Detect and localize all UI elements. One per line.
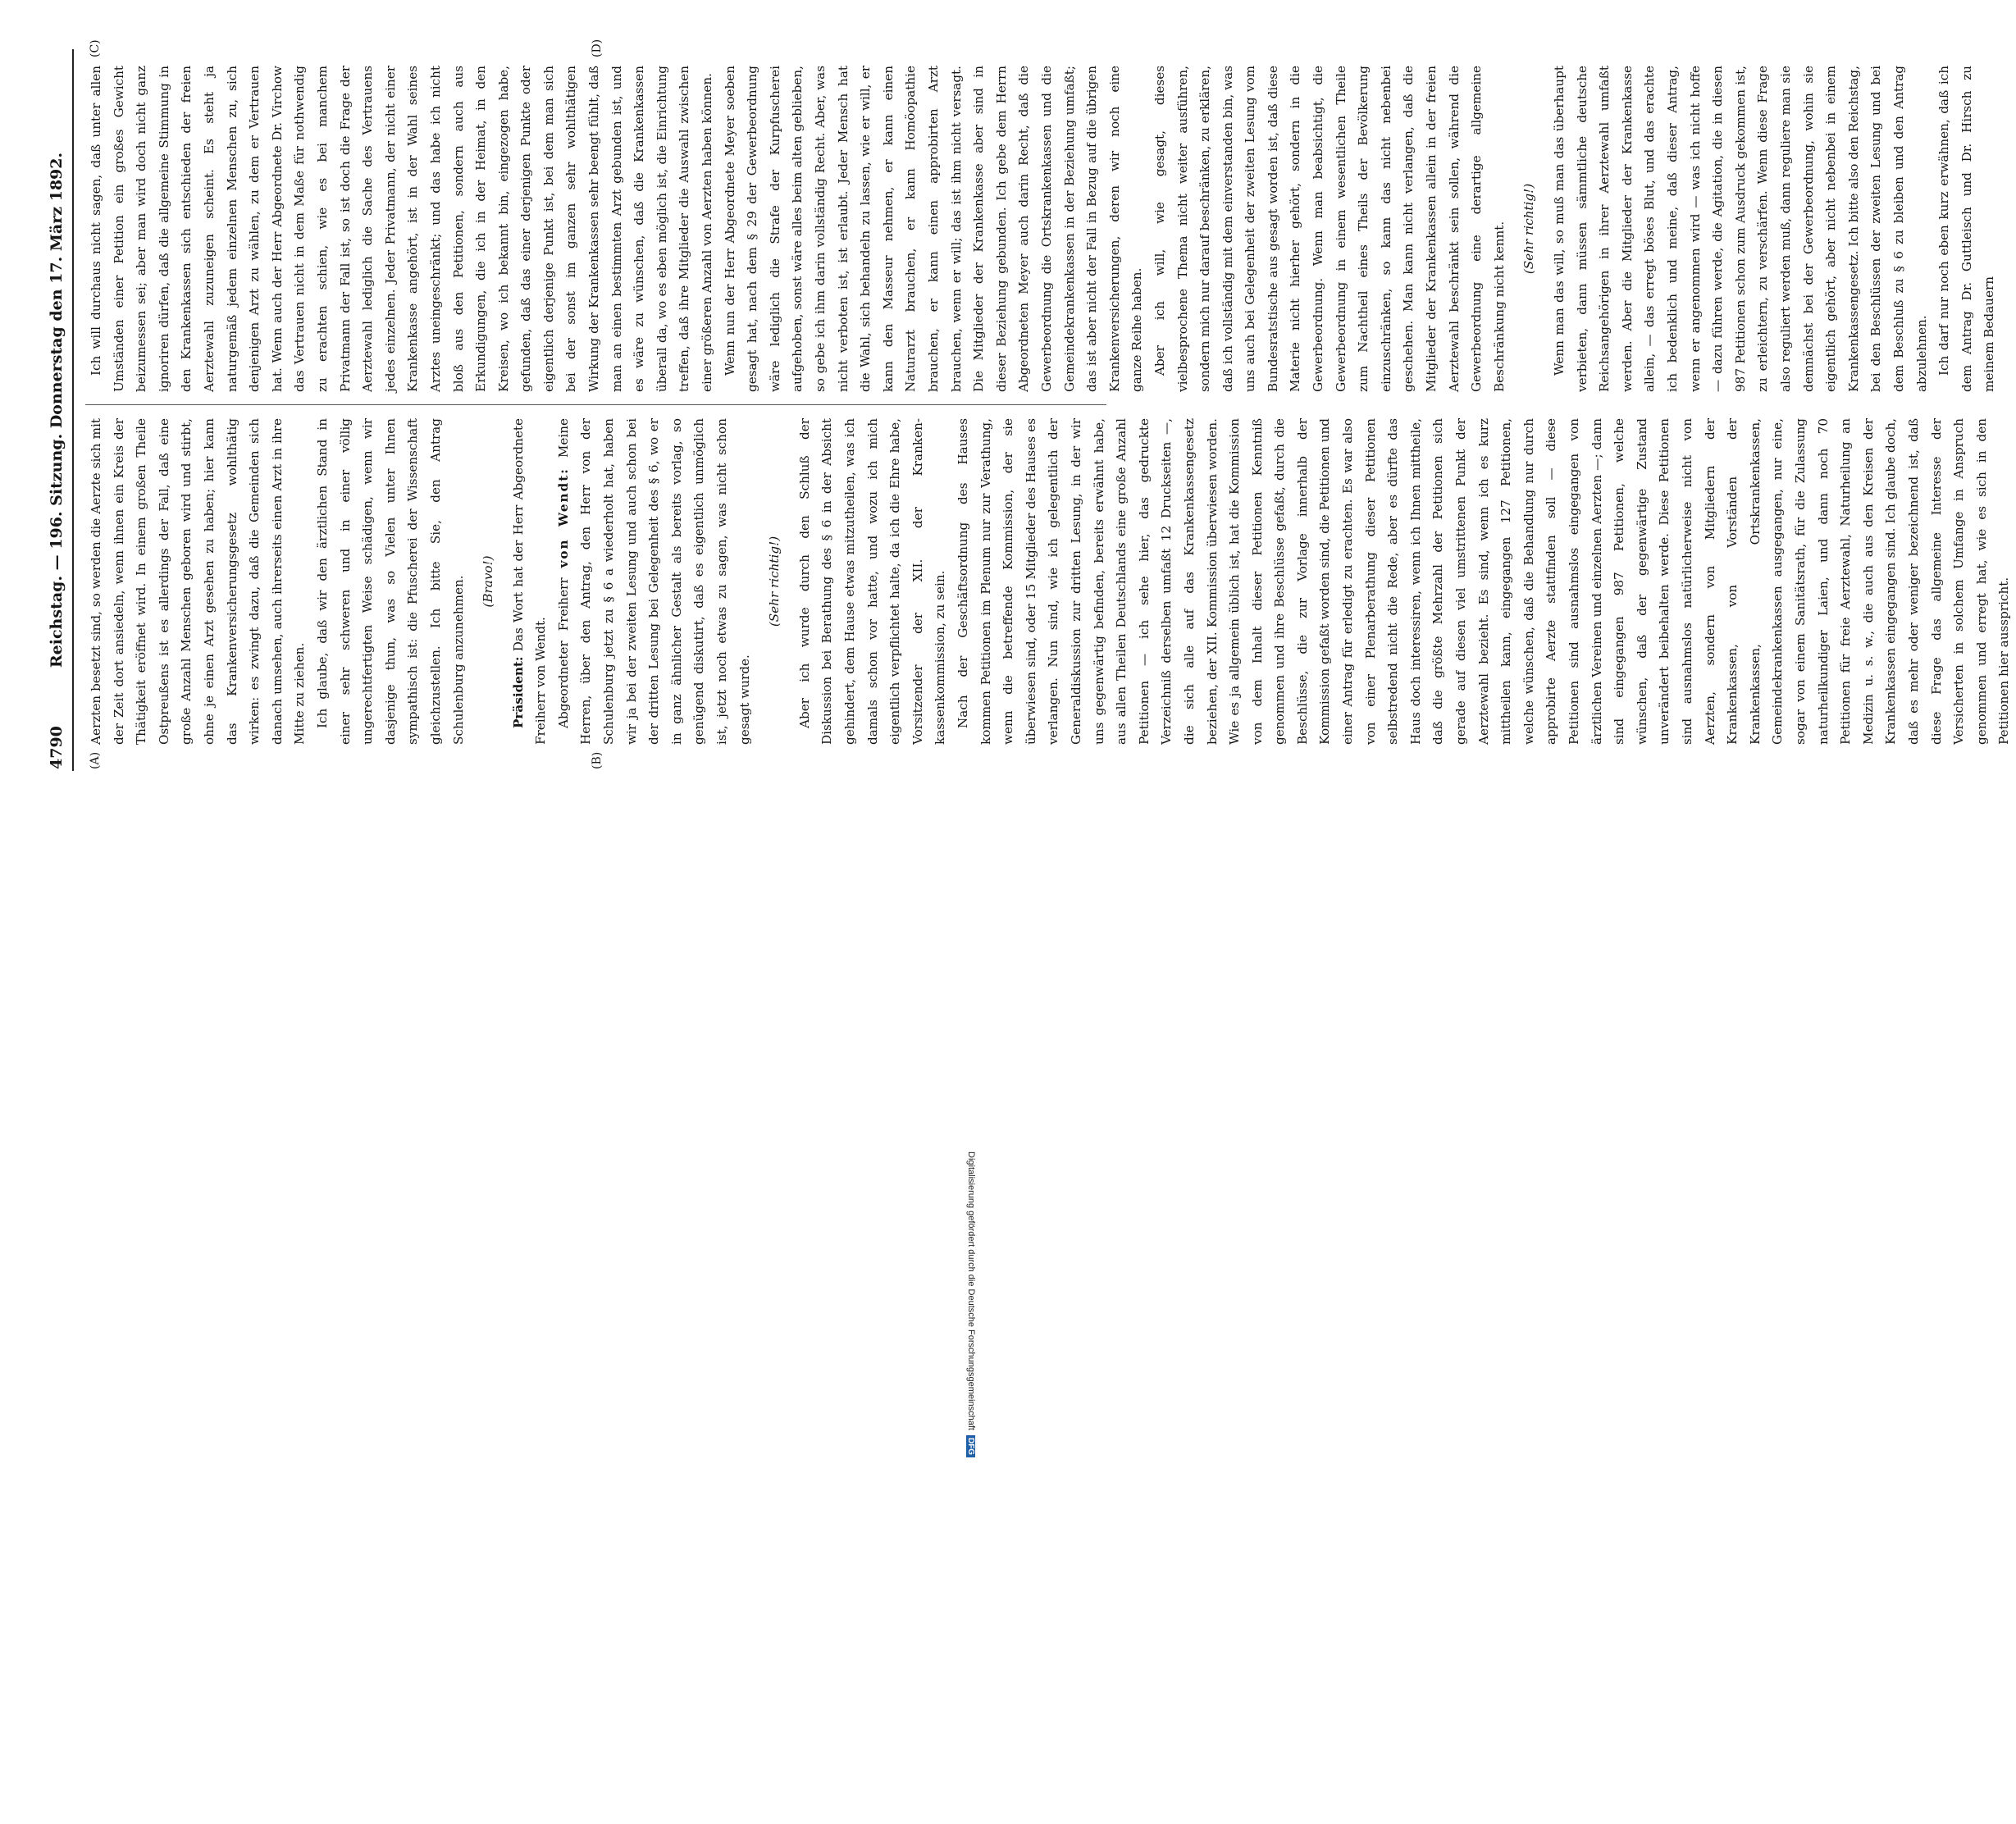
paragraph: Aber ich wurde durch den Schluß der Diskussion bei Berathung des § 6 in der Absicht gehindert, dem Hause etwas mitzutheilen, was ich damals schon vor hatte, und wozu ich mich eigentlich verpflichtet halte, da ich die Ehre habe, Vorsitzender der XII. der Krankenkassenkommission, zu sein. bbox=[796, 418, 948, 745]
running-title: Reichstag. — 196. Sitzung. Donnerstag den 17. März 1892. bbox=[48, 152, 66, 668]
paragraph: Nach der Geschäftsordnung des Hauses kommen Petitionen im Plenum nur zur Verathung, wenn die betreffende Kommission, der sie überwiesen sind, oder 15 Mitglieder des Hauses es verlangen. Nun sind, wie ich gelegentlich der Generaldiskussion zur dritten Lesung, in der wir uns gegenwärtig befinden, bereits erwähnt habe, aus allen Theilen Deutschlands eine große Anzahl Petitionen — ich sehe hier, das gedruckte Verzeichniß derselben umfaßt 12 Druckseiten —, die sich alle auf das Krankenkassengesetz beziehen, der XII. Kommission überwiesen worden. Wie es ja allgemein üblich ist, hat die Kommission von dem Inhalt dieser Petitionen Kenntniß genommen und ihre Beschlüsse gefaßt, durch die Beschlüsse, die zur Vorlage innerhalb der Kommission gefaßt worden sind, die Petitionen und einer Antrag für erledigt zu erachten. Es war also von einer Plenarberathung dieser Petitionen selbstredend nicht die Rede, aber es dürfte das Haus doch interessiren, wenn ich Ihnen mittheile, daß die größte Mehrzahl der Petitionen sich gerade auf diesen viel umstrittenen Punkt der Aerztewahl bezieht. Es sind, wenn ich es kurz mittheilen kann, eingegangen 127 Petitionen, welche wünschen, daß die Behandlung nur durch approbirte Aerzte stattfinden soll — diese Petitionen sind ausnahmslos eingegangen von ärztlichen Vereinen und einzelnen Aerzten —; dann sind eingegangen 987 Petitionen, welche wünschen, daß der gegenwärtige Zustand unverändert beibehalten werde. Diese Petitionen sind ausnahmslos natürlicherweise nicht von Aerzten, sondern von Mitgliedern der Krankenkassen, von Vorständen der Krankenkassen, Ortskrankenkassen, Gemeindekrankenkassen ausgegangen, nur eine, sogar von einem Sanitätsrath, für die Zulassung naturheilkundiger Laien, und dann noch 70 Petitionen für freie Aerztewahl, Naturheilung an Medizin u. s. w., die auch aus den Kreisen der Krankenkassen eingegangen sind. Ich glaube doch, daß es mehr oder weniger bezeichnend ist, daß diese Frage das allgemeine Interesse der Versicherten in solchem Umfange in Anspruch genommen und erregt hat, wie es sich in den Petitionen hier ausspricht. bbox=[955, 418, 2012, 745]
speaker-intro: Abgeordneter Freiherr bbox=[555, 577, 571, 728]
paragraph: Ich darf nur noch eben kurz erwähnen, daß ich dem Antrag Dr. Guttleisch und Dr. Hirsch zu meinem Bedauern bbox=[1936, 66, 1997, 392]
margin-marker-a: (A) bbox=[89, 751, 102, 769]
left-column bbox=[85, 418, 2012, 745]
paragraph: Aerzten besetzt sind, so werden die Aerzte sich mit der Zeit dort ansiedeln, wenn ihnen ein Kreis der Thätigkeit eröffnet wird. In einem großen Theile Ostpreußens ist es allerdings der Fall, daß eine große Anzahl Menschen geboren wird und stirbt, ohne je einen Arzt gesehen zu haben; hier kann das Krankenversicherungsgesetz wohlthätig wirken: es zwingt dazu, daß die Gemeinden sich danach umsehen, auch ihrerseits einen Arzt in ihre Mitte zu ziehen. bbox=[89, 418, 308, 745]
page-number: 4790 bbox=[48, 726, 66, 769]
speech bbox=[553, 418, 756, 745]
credit-text: Digitalisierung gefördert durch die Deutsche Forschungsgemeinschaft bbox=[966, 1151, 976, 1430]
paragraph: Wenn nun der Herr Abgeordnete Meyer soeben gesagt hat, nach dem § 29 der Gewerbeordnung wäre lediglich die Strafe der Kurpfuscherei aufgehoben, sonst wäre alles beim alten geblieben, so gebe ich ihm darin vollständig Recht. Aber, was nicht verboten ist, ist erlaubt. Jeder Mensch hat die Wahl, sich behandeln zu lassen, wie er will, er kann den Masseur nehmen, er kann einen Naturarzt brauchen, er kann Homöopathie brauchen, er kann einen approbirten Arzt brauchen, wenn er will; das ist ihm nicht versagt. Die Mitglieder der Krankenkasse aber sind in dieser Beziehung gebunden. Ich gebe dem Herrn Abgeordneten Meyer auch darin Recht, daß die Gewerbeordnung die Ortskrankenkassen und die Gemeindekrankenkassen in der Beziehung umfaßt; das ist aber nicht der Fall in Bezug auf die übrigen Krankenversicherungen, deren wir noch eine ganze Reihe haben. bbox=[722, 66, 1145, 392]
speaker-name: von Wendt: bbox=[555, 467, 571, 568]
speaker-label: Präsident: bbox=[510, 656, 526, 728]
margin-marker-b: (B) bbox=[591, 751, 604, 769]
column-divider bbox=[85, 404, 1106, 405]
paragraph: Wenn man das will, so muß man das überhaupt verbieten, dann müssen sämmtliche deutsche Reichsangehörigen in ihrer Aerztewahl umfaßt werden. Aber die Mitglieder der Krankenkasse allein, — das erregt böses Blut, und das erachte ich bedenklich und meine, daß dieser Antrag, wenn er angenommen wird — was ich nicht hoffe — dazu führen werde, die Agitation, die in diesen 987 Petitionen schon zum Ausdruck gekommen ist, zu erleichtern, zu verschärfen. Wenn diese Frage also reguliert werden muß, dann reguliere man sie demnächst bei der Gewerbeordnung, wohin sie eigentlich gehört, aber nicht nebenbei in einem Krankenkassengesetz. Ich bitte also den Reichstag, bei den Beschlüssen der zweiten Lesung und bei dem Beschluß zu § 6 zu bleiben und den Antrag abzulehnen. bbox=[1552, 66, 1929, 392]
interjection-sehr-richtig: (Sehr richtig!) bbox=[767, 536, 782, 627]
interjection-bravo: (Bravo!) bbox=[481, 555, 496, 608]
page-header bbox=[41, 49, 74, 771]
paragraph: Aber ich will, wie gesagt, dieses vielbesprochene Thema nicht weiter ausführen, sondern mich nur darauf beschränken, zu erklären, daß ich vollständig mit dem einverstanden bin, was uns auch bei Gelegenheit der zweiten Lesung vom Bundesratstische aus gesagt worden ist, daß diese Materie nicht hierher gehört, sondern in die Gewerbeordnung. Wenn man beabsichtigt, die Gewerbeordnung in einem wesentlichen Theile zum Nachtheil eines Theils der Bevölkerung einzuschränken, so kann das nicht nebenbei geschehen. Man kann nicht verlangen, daß die Mitglieder der Krankenkassen allein in der freien Aerztewahl beschränkt sein sollen, während die Gewerbeordnung eine derartige allgemeine Beschränkung nicht kennt. bbox=[1152, 66, 1507, 392]
statement-text: Das Wort hat der Herr Abgeordnete Freiherr von Wendt. bbox=[510, 418, 549, 745]
digitization-credit bbox=[966, 1151, 976, 1824]
dfg-logo: DFG bbox=[966, 1435, 975, 1457]
president-statement bbox=[508, 418, 553, 745]
paragraph: Ich glaube, daß wir den ärztlichen Stand in einer sehr schweren und in einer völlig ungerechtfertigten Weise schädigen, wenn wir dasjenige thun, was so Vielen unter Ihnen sympathisch ist: die Pfuscherei der Wissenschaft gleichzustellen. Ich bitte Sie, den Antrag Schulenburg anzunehmen. bbox=[314, 418, 466, 745]
document-page bbox=[0, 0, 2012, 820]
speech-text: Meine Herren, über den Antrag, den Herr von der Schulenburg jetzt zu § 6 a wiederholt hat, haben wir ja bei der zweiten Lesung und auch schon bei der dritten Lesung bei Gelegenheit des § 6, wo er in ganz ähnlicher Gestalt als bereits vorlag, so genügend diskutirt, daß es eigentlich unmöglich ist, jetzt noch etwas zu sagen, was nicht schon gesagt wurde. bbox=[555, 418, 752, 745]
margin-marker-c: (C) bbox=[89, 39, 102, 57]
margin-marker-d: (D) bbox=[591, 39, 604, 57]
paragraph: Ich will durchaus nicht sagen, daß unter allen Umständen einer Petition ein großes Gewicht beizumessen sei; aber man wird doch nicht ganz ignoriren dürfen, daß die allgemeine Stimmung in den Krankenkassen sich entschieden der freien Aerztewahl zuzuneigen scheint. Es steht ja naturgemäß jedem einzelnen Menschen zu, sich denjenigen Arzt zu wählen, zu dem er Vertrauen hat. Wenn auch der Herr Abgeordnete Dr. Virchow das Vertrauen nicht in dem Maße für nothwendig zu erachten schien, wie es bei manchem Privatmann der Fall ist, so ist doch die Frage der Aerztewahl lediglich die Sache des Vertrauens jedes einzelnen. Jeder Privatmann, der nicht einer Krankenkasse angehört, ist in der Wahl seines Arztes uneingeschränkt; und das habe ich nicht bloß aus den Petitionen, sondern auch aus Erkundigungen, die ich in der Heimat, in den Kreisen, wo ich bekannt bin, eingezogen habe, gefunden, daß das einer derjenigen Punkte oder eigentlich derjenige Punkt ist, bei dem man sich bei der sonst im ganzen sehr wohlthätigen Wirkung der Krankenkassen sehr beengt fühlt, daß man an einen bestimmten Arzt gebunden ist, und es wäre zu wünschen, daß die Krankenkassen überall da, wo es eben möglich ist, die Einrichtung treffen, daß ihre Mitglieder die Auswahl zwischen einer größeren Anzahl von Aerzten haben können. bbox=[89, 66, 715, 392]
header-rule bbox=[72, 49, 74, 771]
right-column bbox=[85, 66, 1997, 392]
interjection-sehr-richtig: (Sehr richtig!) bbox=[1521, 183, 1537, 275]
